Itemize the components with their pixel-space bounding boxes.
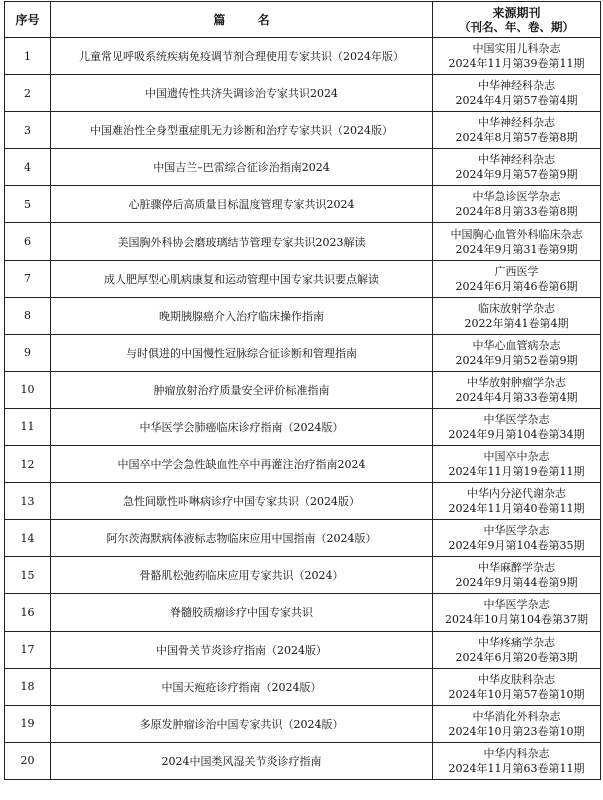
table-row: [5, 112, 601, 149]
row-journal: 中华医学杂志: [483, 524, 550, 538]
table-row: [5, 594, 601, 631]
table-row: [5, 260, 601, 297]
row-journal: 中华消化外科杂志: [472, 709, 561, 723]
row-journal: 中国卒中杂志: [483, 450, 550, 464]
row-source: [433, 112, 601, 149]
row-title: 中华医学会肺癌临床诊疗指南（2024版）: [51, 408, 433, 445]
row-index: 17: [5, 631, 51, 668]
row-title: 骨骼肌松弛药临床应用专家共识（2024）: [51, 557, 433, 594]
row-title: 心脏骤停后高质量目标温度管理专家共识2024: [51, 186, 433, 223]
row-index: 16: [5, 594, 51, 631]
row-issue: 2024年9月第104卷第34期: [448, 427, 585, 441]
row-issue: 2024年8月第33卷第8期: [455, 205, 578, 219]
table-body: [5, 38, 601, 780]
row-source: [433, 371, 601, 408]
row-index: 19: [5, 705, 51, 742]
row-index: 12: [5, 446, 51, 483]
table-row: [5, 38, 601, 75]
row-source: [433, 520, 601, 557]
row-journal: 中华神经科杂志: [478, 153, 555, 167]
row-index: 5: [5, 186, 51, 223]
row-journal: 中华医学杂志: [483, 412, 550, 426]
row-index: 6: [5, 223, 51, 260]
row-index: 1: [5, 38, 51, 75]
row-journal: 中华疼痛学杂志: [478, 635, 555, 649]
row-journal: 临床放射学杂志: [478, 301, 555, 315]
table-row: [5, 520, 601, 557]
row-issue: 2024年10月第23卷第10期: [448, 724, 585, 738]
row-source: [433, 186, 601, 223]
row-title: 中国吉兰–巴雷综合征诊治指南2024: [51, 149, 433, 186]
table-row: [5, 668, 601, 705]
row-issue: 2024年10月第104卷第37期: [445, 613, 588, 627]
row-issue: 2024年4月第33卷第4期: [455, 390, 578, 404]
row-title: 晚期胰腺癌介入治疗临床操作指南: [51, 297, 433, 334]
table-row: [5, 446, 601, 483]
row-title: 与时俱进的中国慢性冠脉综合征诊断和管理指南: [51, 334, 433, 371]
row-issue: 2024年9月第104卷第35期: [448, 539, 585, 553]
row-journal: 中华皮肤科杂志: [478, 672, 555, 686]
row-issue: 2024年11月第39卷第11期: [448, 57, 585, 71]
table-row: [5, 483, 601, 520]
table-header: [5, 2, 601, 38]
table-row: [5, 186, 601, 223]
guidelines-table: [4, 1, 601, 780]
row-index: 15: [5, 557, 51, 594]
row-issue: 2024年9月第52卷第9期: [455, 353, 578, 367]
table-row: [5, 557, 601, 594]
table-row: [5, 149, 601, 186]
row-issue: 2024年11月第63卷第11期: [448, 761, 585, 775]
row-index: 9: [5, 334, 51, 371]
table-row: [5, 334, 601, 371]
table-row: [5, 705, 601, 742]
row-source: [433, 223, 601, 260]
table-row: [5, 408, 601, 445]
row-journal: 中华急诊医学杂志: [472, 190, 561, 204]
row-source: [433, 594, 601, 631]
table-row: [5, 223, 601, 260]
row-journal: 中华神经科杂志: [478, 79, 555, 93]
table-row: [5, 742, 601, 779]
row-source: [433, 38, 601, 75]
header-title: 篇 名: [51, 2, 433, 38]
row-title: 阿尔茨海默病体液标志物临床应用中国指南（2024版）: [51, 520, 433, 557]
header-row: [5, 2, 601, 38]
row-title: 急性间歇性卟啉病诊疗中国专家共识（2024版）: [51, 483, 433, 520]
row-source: [433, 631, 601, 668]
row-source: [433, 149, 601, 186]
row-source: [433, 668, 601, 705]
row-journal: 中华神经科杂志: [478, 116, 555, 130]
row-source: [433, 742, 601, 779]
row-source: [433, 408, 601, 445]
row-journal: 中华心血管病杂志: [472, 338, 561, 352]
row-title: 中国骨关节炎诊疗指南（2024版）: [51, 631, 433, 668]
row-journal: 中国实用儿科杂志: [472, 42, 561, 56]
row-title: 2024中国类风湿关节炎诊疗指南: [51, 742, 433, 779]
header-source: [433, 2, 601, 38]
row-source: [433, 446, 601, 483]
row-title: 中国卒中学会急性缺血性卒中再灌注治疗指南2024: [51, 446, 433, 483]
row-title: 成人肥厚型心肌病康复和运动管理中国专家共识要点解读: [51, 260, 433, 297]
row-title: 脊髓胶质瘤诊疗中国专家共识: [51, 594, 433, 631]
row-index: 11: [5, 408, 51, 445]
row-journal: 中华内科杂志: [483, 746, 550, 760]
row-issue: 2024年10月第57卷第10期: [448, 687, 585, 701]
row-issue: 2024年4月第57卷第4期: [455, 94, 578, 108]
table-row: [5, 371, 601, 408]
row-journal: 中华放射肿瘤学杂志: [467, 375, 566, 389]
row-index: 14: [5, 520, 51, 557]
row-journal: 中华内分泌代谢杂志: [467, 487, 566, 501]
header-source-label: 来源期刊: [492, 5, 541, 20]
row-issue: 2024年11月第19卷第11期: [448, 465, 585, 479]
row-journal: 中华麻醉学杂志: [478, 561, 555, 575]
row-source: [433, 557, 601, 594]
row-source: [433, 334, 601, 371]
row-index: 10: [5, 371, 51, 408]
table-row: [5, 297, 601, 334]
row-issue: 2024年9月第31卷第9期: [455, 242, 578, 256]
row-journal: 广西医学: [494, 264, 539, 278]
row-source: [433, 297, 601, 334]
row-source: [433, 75, 601, 112]
row-index: 20: [5, 742, 51, 779]
row-index: 4: [5, 149, 51, 186]
row-title: 中国天疱疮诊疗指南（2024版）: [51, 668, 433, 705]
row-title: 中国遗传性共济失调诊治专家共识2024: [51, 75, 433, 112]
header-source-sub: （刊名、年、卷、期）: [459, 19, 574, 34]
row-journal: 中华医学杂志: [483, 598, 550, 612]
row-title: 儿童常见呼吸系统疾病免疫调节剂合理使用专家共识（2024年版）: [51, 38, 433, 75]
row-index: 7: [5, 260, 51, 297]
row-issue: 2024年9月第57卷第9期: [455, 168, 578, 182]
row-source: [433, 260, 601, 297]
row-index: 2: [5, 75, 51, 112]
row-issue: 2024年9月第44卷第9期: [455, 576, 578, 590]
row-issue: 2024年8月第57卷第8期: [455, 131, 578, 145]
row-index: 8: [5, 297, 51, 334]
row-title: 美国胸外科协会磨玻璃结节管理专家共识2023解读: [51, 223, 433, 260]
row-issue: 2022年第41卷第4期: [464, 316, 569, 330]
row-journal: 中国胸心血管外科临床杂志: [450, 227, 583, 241]
row-source: [433, 705, 601, 742]
row-index: 13: [5, 483, 51, 520]
table-row: [5, 75, 601, 112]
row-index: 3: [5, 112, 51, 149]
header-index: 序号: [5, 2, 51, 38]
row-title: 多原发肿瘤诊治中国专家共识（2024版）: [51, 705, 433, 742]
table-row: [5, 631, 601, 668]
row-issue: 2024年6月第46卷第6期: [455, 279, 578, 293]
row-issue: 2024年6月第20卷第3期: [455, 650, 578, 664]
row-index: 18: [5, 668, 51, 705]
row-issue: 2024年11月第40卷第11期: [448, 502, 585, 516]
row-source: [433, 483, 601, 520]
row-title: 肿瘤放射治疗质量安全评价标准指南: [51, 371, 433, 408]
row-title: 中国难治性全身型重症肌无力诊断和治疗专家共识（2024版）: [51, 112, 433, 149]
